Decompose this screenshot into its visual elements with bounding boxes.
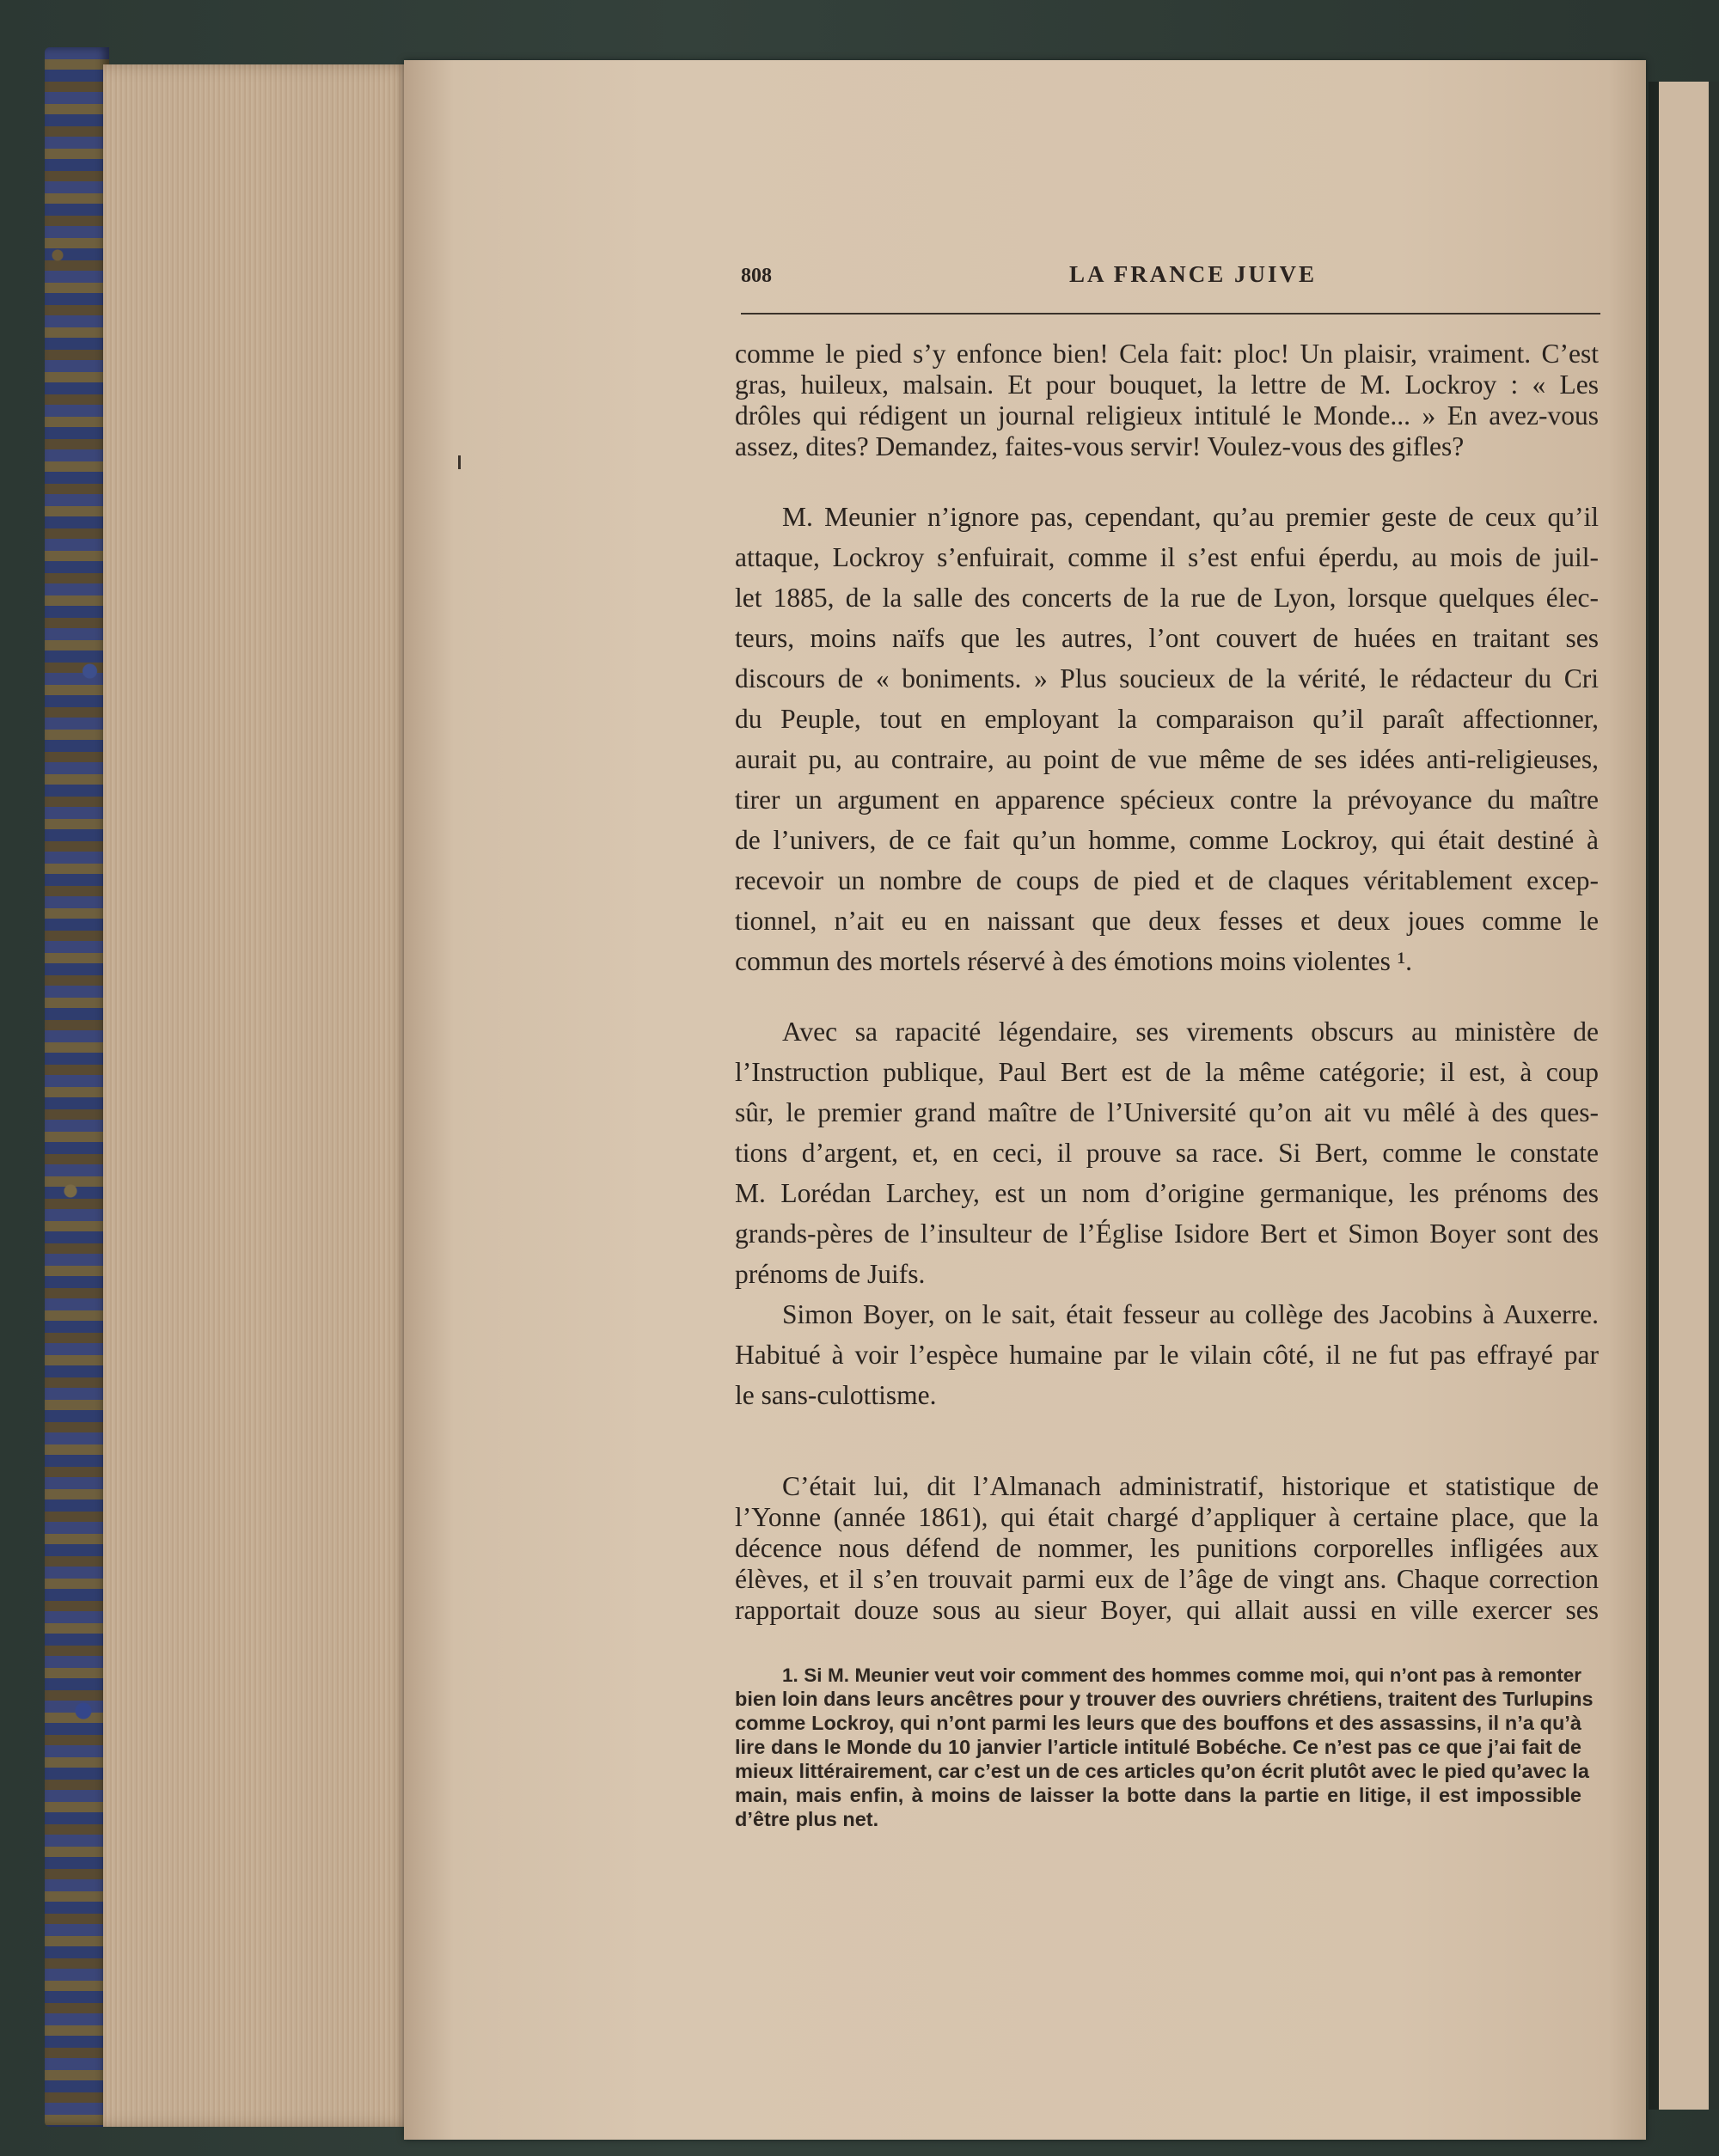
book-spine-marbled-cover <box>45 47 109 2127</box>
paper-speck <box>458 455 461 469</box>
page-header <box>741 261 1600 292</box>
text-line: décence nous défend de nommer, les punitions corporelles infligées aux <box>735 1533 1599 1563</box>
text-line: de l’univers, de ce fait qu’un homme, comme Lockroy, qui était destiné à <box>735 825 1599 855</box>
text-line: tions d’argent, et, en ceci, il prouve sa race. Si Bert, comme le constate <box>735 1138 1599 1168</box>
facing-page-sliver <box>1649 82 1719 2110</box>
text-line: gras, huileux, malsain. Et pour bouquet, la lettre de M. Lockroy : « Les <box>735 370 1599 400</box>
text-line: assez, dites? Demandez, faites-vous servir! Voulez-vous des gifles? <box>735 431 1465 461</box>
footnote-line: bien loin dans leurs ancêtres pour y trouver des ouvriers chrétiens, traitent des Turlupins <box>735 1688 1594 1710</box>
footnote-line: main, mais enfin, à moins de laisser la botte dans la partie en litige, il est impossible <box>735 1784 1581 1806</box>
footnote-line: d’être plus net. <box>735 1808 879 1830</box>
footnote-line: mieux littérairement, car c’est un de ces articles qu’on écrit plutôt avec le pied qu’avec la <box>735 1760 1589 1782</box>
text-line: teurs, moins naïfs que les autres, l’ont couvert de huées en traitant ses <box>735 623 1599 653</box>
footnote-line: 1. Si M. Meunier veut voir comment des hommes comme moi, qui n’ont pas à remonter <box>782 1664 1581 1686</box>
text-line: l’Instruction publique, Paul Bert est de la même catégorie; il est, à coup <box>735 1057 1599 1087</box>
text-line: du Peuple, tout en employant la comparaison qu’il paraît affectionner, <box>735 704 1599 734</box>
page-number: 808 <box>741 265 772 287</box>
text-line: Avec sa rapacité légendaire, ses virements obscurs au ministère de <box>782 1017 1599 1047</box>
text-line: drôles qui rédigent un journal religieux intitulé le Monde... » En avez-vous <box>735 400 1599 431</box>
text-line: discours de « boniments. » Plus soucieux de la vérité, le rédacteur du Cri <box>735 663 1599 693</box>
text-line: C’était lui, dit l’Almanach administratif, historique et statistique de <box>782 1471 1599 1501</box>
text-line: l’Yonne (année 1861), qui était chargé d’appliquer à certaine place, que la <box>735 1502 1599 1532</box>
text-line: let 1885, de la salle des concerts de la rue de Lyon, lorsque quelques élec- <box>735 583 1599 613</box>
text-line: Habitué à voir l’espèce humaine par le vilain côté, il ne fut pas effrayé par <box>735 1340 1599 1370</box>
text-line: M. Lorédan Larchey, est un nom d’origine germanique, les prénoms des <box>735 1178 1599 1208</box>
header-rule <box>741 313 1600 315</box>
text-line: élèves, et il s’en trouvait parmi eux de l’âge de vingt ans. Chaque correction <box>735 1564 1599 1594</box>
text-line: tirer un argument en apparence spécieux contre la prévoyance du maître <box>735 785 1599 815</box>
running-title: LA FRANCE JUIVE <box>1069 261 1318 287</box>
text-line: aurait pu, au contraire, au point de vue même de ses idées anti-religieuses, <box>735 744 1599 774</box>
footnote-line: lire dans le Monde du 10 janvier l’article intitulé Bobéche. Ce n’est pas ce que j’ai fait de <box>735 1736 1581 1758</box>
text-line: rapportait douze sous au sieur Boyer, qui allait aussi en ville exercer ses <box>735 1595 1599 1625</box>
page-block-edge <box>103 64 413 2127</box>
text-line: Simon Boyer, on le sait, était fesseur au collège des Jacobins à Auxerre. <box>782 1299 1599 1329</box>
text-line: commun des mortels réservé à des émotions moins violentes ¹. <box>735 946 1413 976</box>
text-line: recevoir un nombre de coups de pied et de claques véritablement excep- <box>735 865 1599 895</box>
text-line: tionnel, n’ait eu en naissant que deux fesses et deux joues comme le <box>735 906 1599 936</box>
text-line: prénoms de Juifs. <box>735 1259 926 1289</box>
text-line: attaque, Lockroy s’enfuirait, comme il s’est enfui éperdu, au mois de juil- <box>735 542 1599 572</box>
text-line: sûr, le premier grand maître de l’Université qu’on ait vu mêlé à des ques- <box>735 1097 1599 1127</box>
footnote-line: comme Lockroy, qui n’ont parmi les leurs que des bouffons et des assassins, il n’a qu’à <box>735 1712 1581 1734</box>
text-line: comme le pied s’y enfonce bien! Cela fait: ploc! Un plaisir, vraiment. C’est <box>735 339 1599 369</box>
text-line: le sans-culottisme. <box>735 1380 937 1410</box>
text-line: M. Meunier n’ignore pas, cependant, qu’au premier geste de ceux qu’il <box>782 502 1599 532</box>
text-line: grands-pères de l’insulteur de l’Église Isidore Bert et Simon Boyer sont des <box>735 1218 1599 1249</box>
